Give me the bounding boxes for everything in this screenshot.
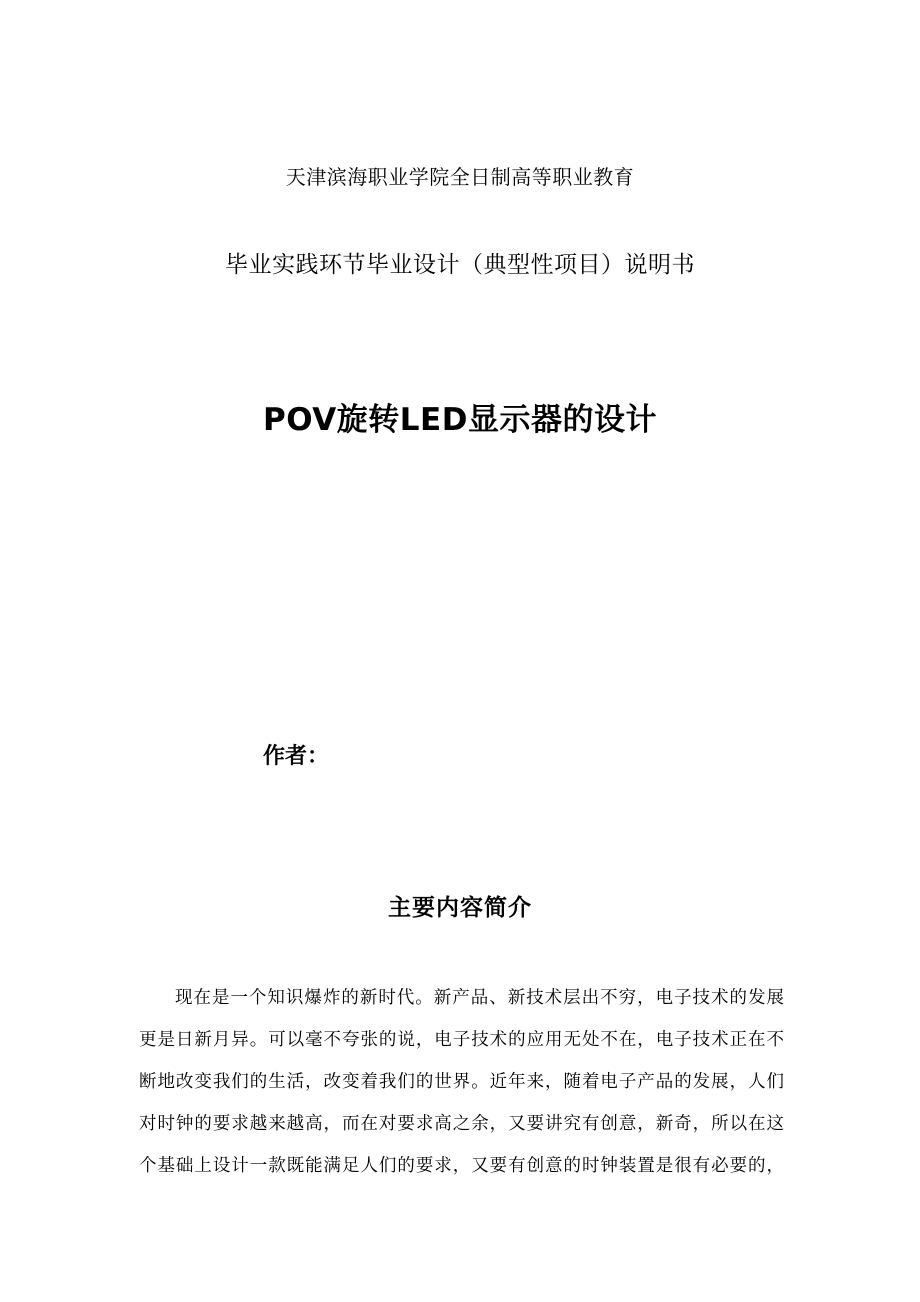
document-type: 毕业实践环节毕业设计（典型性项目）说明书 — [225, 252, 695, 278]
abstract-line: 对时钟的要求越来越高，而在对要求高之余，又要讲究有创意，新奇，所以在这 — [139, 1114, 784, 1134]
author-label: 作者： — [263, 744, 330, 769]
abstract-line: 现在是一个知识爆炸的新时代。新产品、新技术层出不穷，电子技术的发展 — [175, 988, 784, 1008]
abstract-heading: 主要内容简介 — [388, 895, 532, 921]
abstract-line: 断地改变我们的生活，改变着我们的世界。近年来，随着电子产品的发展，人们 — [139, 1072, 784, 1092]
institution-name: 天津滨海职业学院全日制高等职业教育 — [285, 165, 635, 189]
abstract-line: 个基础上设计一款既能满足人们的要求，又要有创意的时钟装置是很有必要的， — [139, 1156, 784, 1176]
document-title: POV旋转LED显示器的设计 — [263, 402, 657, 438]
abstract-line: 更是日新月异。可以毫不夸张的说，电子技术的应用无处不在，电子技术正在不 — [139, 1030, 784, 1050]
abstract-body — [139, 983, 784, 1193]
